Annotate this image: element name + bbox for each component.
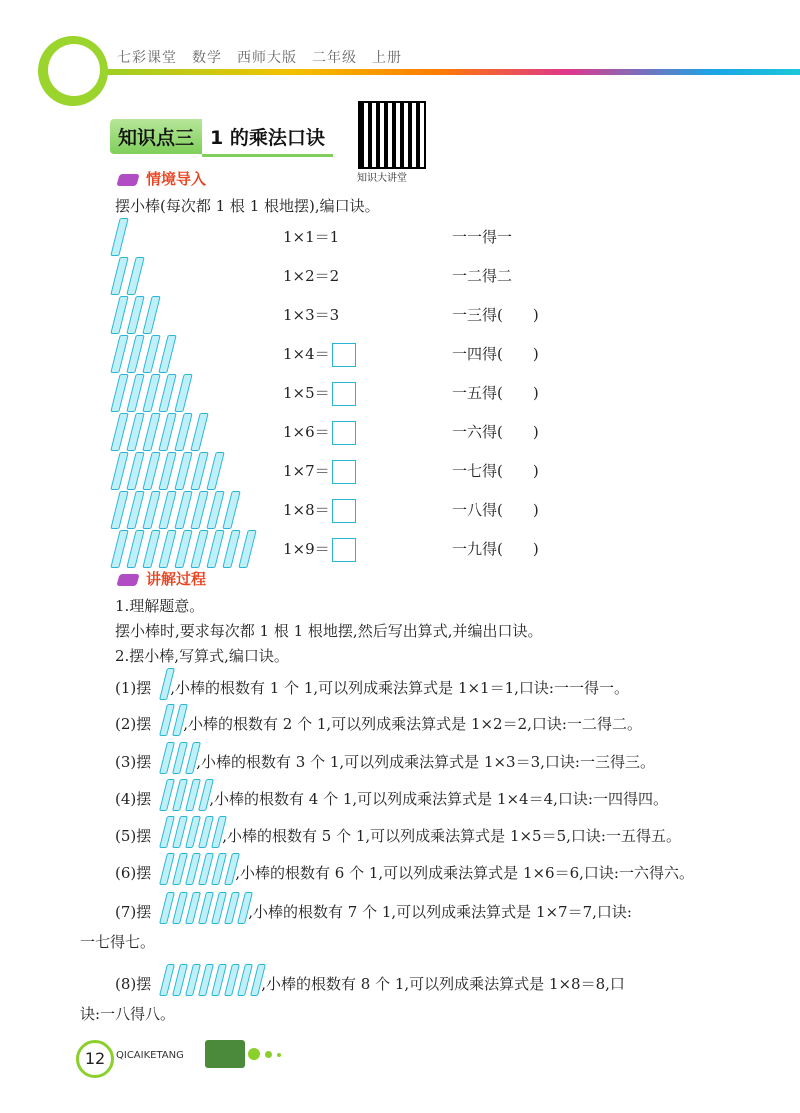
stick bbox=[142, 452, 160, 490]
step-line: (8)摆 ,小棒的根数有 8 个 1,可以列成乘法算式是 1×8＝8,口 bbox=[115, 975, 625, 993]
formula: 1×2＝2 bbox=[283, 267, 340, 285]
pencil-icon bbox=[116, 574, 139, 586]
stick bbox=[110, 296, 128, 334]
stick bbox=[190, 530, 208, 568]
step-line: (1)摆 ,小棒的根数有 1 个 1,可以列成乘法算式是 1×1＝1,口诀:一一得一。 bbox=[115, 679, 629, 697]
qr-code-icon[interactable] bbox=[358, 101, 426, 169]
stick bbox=[174, 413, 192, 451]
stick bbox=[174, 452, 192, 490]
stick bbox=[158, 335, 176, 373]
step-continuation: 一七得七。 bbox=[80, 933, 156, 951]
stick bbox=[126, 296, 144, 334]
step-line: (2)摆 ,小棒的根数有 2 个 1,可以列成乘法算式是 1×2＝2,口诀:一二得二。 bbox=[115, 715, 642, 733]
stick bbox=[142, 374, 160, 412]
situation-instruction: 摆小棒(每次都 1 根 1 根地摆),编口诀。 bbox=[115, 197, 380, 215]
rhyme: 一八得( ) bbox=[452, 501, 539, 519]
situation-heading: 情境导入 bbox=[118, 168, 206, 189]
stick bbox=[158, 452, 176, 490]
answer-box[interactable] bbox=[332, 343, 356, 367]
stick bbox=[126, 452, 144, 490]
explain-heading: 讲解过程 bbox=[118, 568, 206, 589]
stick bbox=[126, 257, 144, 295]
footer-dot bbox=[248, 1048, 260, 1060]
stick bbox=[110, 335, 128, 373]
header-rainbow-line bbox=[70, 69, 800, 75]
stick bbox=[142, 296, 160, 334]
stick bbox=[110, 257, 128, 295]
formula: 1×4＝ bbox=[283, 343, 356, 367]
rhyme: 一九得( ) bbox=[452, 540, 539, 558]
stick bbox=[110, 218, 128, 256]
stick bbox=[110, 374, 128, 412]
rhyme: 一二得二 bbox=[452, 267, 513, 285]
stick bbox=[174, 530, 192, 568]
step-line: (6)摆 ,小棒的根数有 6 个 1,可以列成乘法算式是 1×6＝6,口诀:一六得六。 bbox=[115, 864, 694, 882]
stick bbox=[158, 374, 176, 412]
rhyme: 一四得( ) bbox=[452, 345, 539, 363]
stick bbox=[206, 530, 224, 568]
formula: 1×5＝ bbox=[283, 382, 356, 406]
section-number: 知识点三 bbox=[110, 119, 202, 154]
stick bbox=[158, 413, 176, 451]
formula: 1×7＝ bbox=[283, 460, 356, 484]
section-title-text: 1 的乘法口诀 bbox=[202, 119, 333, 157]
answer-box[interactable] bbox=[332, 421, 356, 445]
footer-dot bbox=[265, 1051, 272, 1058]
step-line: (4)摆 ,小棒的根数有 4 个 1,可以列成乘法算式是 1×4＝4,口诀:一四得四。 bbox=[115, 790, 668, 808]
stick bbox=[158, 491, 176, 529]
stick bbox=[206, 491, 224, 529]
answer-box[interactable] bbox=[332, 460, 356, 484]
rhyme: 一六得( ) bbox=[452, 423, 539, 441]
explain-p2: 摆小棒时,要求每次都 1 根 1 根地摆,然后写出算式,并编出口诀。 bbox=[115, 622, 543, 640]
mascot-icon bbox=[48, 44, 100, 96]
footer-dot bbox=[277, 1053, 281, 1057]
qr-caption: 知识大讲堂 bbox=[357, 173, 407, 184]
stick bbox=[174, 491, 192, 529]
stick bbox=[110, 452, 128, 490]
stick bbox=[190, 491, 208, 529]
stick bbox=[142, 530, 160, 568]
formula: 1×1＝1 bbox=[283, 228, 340, 246]
stick bbox=[206, 452, 224, 490]
step-line: (3)摆 ,小棒的根数有 3 个 1,可以列成乘法算式是 1×3＝3,口诀:一三得三。 bbox=[115, 753, 655, 771]
stick bbox=[126, 413, 144, 451]
chalkboard-mascot-icon bbox=[205, 1040, 245, 1068]
step-continuation: 诀:一八得八。 bbox=[80, 1005, 176, 1023]
formula: 1×9＝ bbox=[283, 538, 356, 562]
stick bbox=[110, 413, 128, 451]
answer-box[interactable] bbox=[332, 499, 356, 523]
footer-brand: QICAIKETANG bbox=[116, 1050, 184, 1061]
rhyme: 一五得( ) bbox=[452, 384, 539, 402]
pencil-icon bbox=[116, 174, 139, 186]
rhyme: 一三得( ) bbox=[452, 306, 539, 324]
stick bbox=[142, 413, 160, 451]
page-number: 12 bbox=[76, 1040, 114, 1078]
stick bbox=[238, 530, 256, 568]
step-line: (5)摆 ,小棒的根数有 5 个 1,可以列成乘法算式是 1×5＝5,口诀:一五得五。 bbox=[115, 827, 681, 845]
section-title bbox=[110, 119, 333, 157]
formula: 1×3＝3 bbox=[283, 306, 340, 324]
stick bbox=[222, 491, 240, 529]
stick bbox=[126, 530, 144, 568]
stick bbox=[174, 374, 192, 412]
answer-box[interactable] bbox=[332, 538, 356, 562]
stick bbox=[158, 530, 176, 568]
stick bbox=[126, 491, 144, 529]
formula: 1×8＝ bbox=[283, 499, 356, 523]
stick bbox=[126, 335, 144, 373]
rhyme: 一七得( ) bbox=[452, 462, 539, 480]
explain-p3: 2.摆小棒,写算式,编口诀。 bbox=[115, 647, 289, 665]
header-title: 七彩课堂 数学 西师大版 二年级 上册 bbox=[117, 50, 402, 66]
stick bbox=[142, 335, 160, 373]
stick bbox=[222, 530, 240, 568]
formula: 1×6＝ bbox=[283, 421, 356, 445]
stick bbox=[126, 374, 144, 412]
stick bbox=[190, 452, 208, 490]
stick bbox=[110, 530, 128, 568]
stick bbox=[190, 413, 208, 451]
explain-p1: 1.理解题意。 bbox=[115, 597, 205, 615]
step-line: (7)摆 ,小棒的根数有 7 个 1,可以列成乘法算式是 1×7＝7,口诀: bbox=[115, 903, 632, 921]
answer-box[interactable] bbox=[332, 382, 356, 406]
stick bbox=[142, 491, 160, 529]
rhyme: 一一得一 bbox=[452, 228, 513, 246]
stick bbox=[110, 491, 128, 529]
